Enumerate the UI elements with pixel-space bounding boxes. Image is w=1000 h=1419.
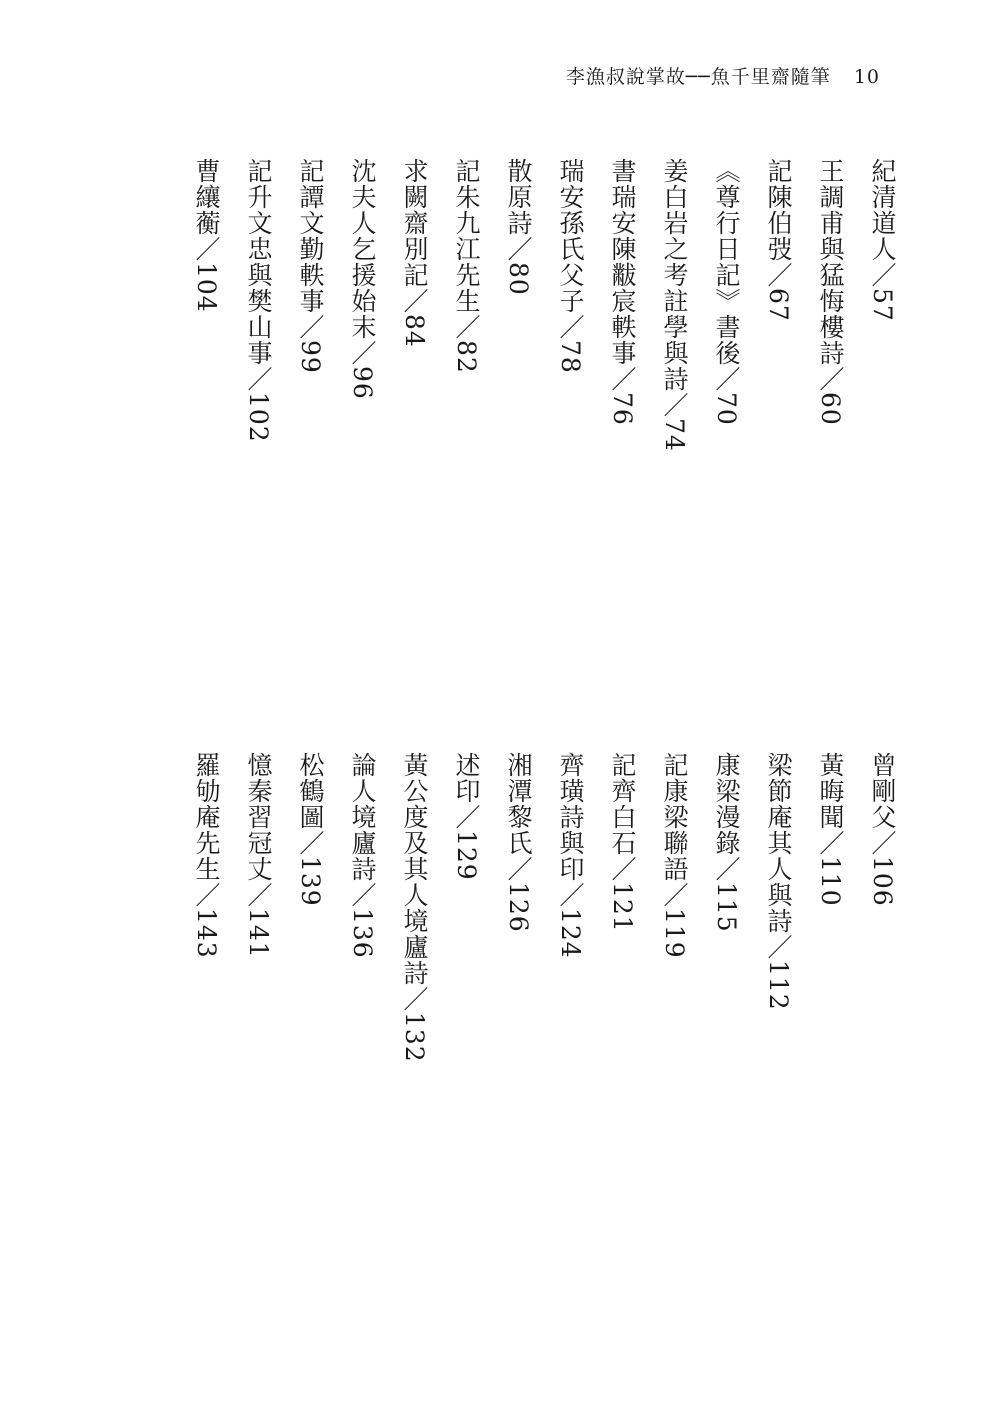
entry-page: 143 <box>192 908 221 959</box>
separator: ／ <box>816 830 845 856</box>
entry-page: 141 <box>244 908 273 959</box>
entry-page: 80 <box>504 262 533 296</box>
separator: ／ <box>192 882 221 908</box>
toc-block-upper <box>189 158 900 798</box>
entry-page: 112 <box>764 960 793 1011</box>
running-header <box>566 62 880 89</box>
entry-title: 憶秦習冠丈 <box>244 752 273 882</box>
toc-entry <box>293 752 328 1392</box>
toc-entry <box>865 752 900 1392</box>
entry-title: 記康梁聯語 <box>660 752 689 882</box>
toc-entry <box>189 158 224 798</box>
separator: ／ <box>660 882 689 908</box>
entry-title: 記譚文勤軼事 <box>296 158 325 314</box>
separator: ／ <box>452 314 481 340</box>
toc-entry <box>501 158 536 798</box>
entry-page: 129 <box>452 830 481 881</box>
separator: ／ <box>712 366 741 392</box>
separator: ／ <box>868 830 897 856</box>
entry-title: 姜白岩之考註學與詩 <box>660 158 689 392</box>
entry-page: 74 <box>660 418 689 452</box>
separator: ／ <box>556 314 585 340</box>
toc-entry <box>553 752 588 1392</box>
entry-page: 126 <box>504 882 533 933</box>
separator: ／ <box>244 366 273 392</box>
separator: ／ <box>764 262 793 288</box>
separator: ／ <box>504 856 533 882</box>
toc-entry <box>553 158 588 798</box>
toc-entry <box>761 752 796 1392</box>
entry-page: 110 <box>816 856 845 907</box>
entry-title: 論人境廬詩 <box>348 752 377 882</box>
separator: ／ <box>660 392 689 418</box>
toc-entry <box>449 158 484 798</box>
entry-page: 121 <box>608 882 637 933</box>
entry-title: 梁節庵其人與詩 <box>764 752 793 934</box>
toc-entry <box>761 158 796 798</box>
toc-entry <box>813 752 848 1392</box>
entry-page: 119 <box>660 908 689 959</box>
entry-title: 曾剛父 <box>868 752 897 830</box>
entry-page: 76 <box>608 392 637 426</box>
entry-page: 84 <box>400 314 429 348</box>
toc-block-lower <box>189 752 900 1392</box>
toc-entry <box>345 158 380 798</box>
entry-title: 書瑞安陳黻宸軼事 <box>608 158 637 366</box>
entry-title: 齊璜詩與印 <box>556 752 585 882</box>
entry-title: 羅劬庵先生 <box>192 752 221 882</box>
entry-page: 124 <box>556 908 585 959</box>
toc-entry <box>241 752 276 1392</box>
separator: ／ <box>400 986 429 1012</box>
toc-entry <box>657 158 692 798</box>
entry-page: 139 <box>296 856 325 907</box>
page-number: 10 <box>853 66 880 88</box>
separator: ／ <box>868 262 897 288</box>
entry-page: 96 <box>348 366 377 400</box>
entry-title: 松鶴圖 <box>296 752 325 830</box>
entry-page: 104 <box>192 262 221 313</box>
entry-title: 沈夫人乞援始末 <box>348 158 377 340</box>
entry-page: 99 <box>296 340 325 374</box>
entry-title: 康梁漫錄 <box>712 752 741 856</box>
entry-title: 記升文忠與樊山事 <box>244 158 273 366</box>
toc-entry <box>657 752 692 1392</box>
toc-entry <box>709 752 744 1392</box>
toc-entry <box>605 752 640 1392</box>
separator: ／ <box>296 314 325 340</box>
separator: ／ <box>348 882 377 908</box>
toc-entry <box>865 158 900 798</box>
separator: ／ <box>712 856 741 882</box>
entry-title: 記朱九江先生 <box>452 158 481 314</box>
entry-title: 記齊白石 <box>608 752 637 856</box>
entry-page: 57 <box>868 288 897 322</box>
toc-entry <box>449 752 484 1392</box>
entry-page: 60 <box>816 392 845 426</box>
separator: ／ <box>244 882 273 908</box>
entry-page: 106 <box>868 856 897 907</box>
separator: ／ <box>192 236 221 262</box>
entry-page: 115 <box>712 882 741 933</box>
separator: ／ <box>348 340 377 366</box>
toc-entry <box>189 752 224 1392</box>
entry-title: 求闕齋別記 <box>400 158 429 288</box>
separator: ／ <box>608 856 637 882</box>
toc-entry <box>501 752 536 1392</box>
entry-page: 102 <box>244 392 273 443</box>
entry-title: 王調甫與猛悔樓詩 <box>816 158 845 366</box>
entry-title: 瑞安孫氏父子 <box>556 158 585 314</box>
separator: ／ <box>296 830 325 856</box>
separator: ／ <box>400 288 429 314</box>
entry-title: 散原詩 <box>504 158 533 236</box>
entry-title: 述印 <box>452 752 481 804</box>
entry-title: 黃晦聞 <box>816 752 845 830</box>
toc-entry <box>241 158 276 798</box>
entry-title: 湘潭黎氏 <box>504 752 533 856</box>
entry-title: 曹纕蘅 <box>192 158 221 236</box>
toc-entry <box>345 752 380 1392</box>
separator: ／ <box>608 366 637 392</box>
entry-title: 《尊行日記》書後 <box>712 158 741 366</box>
toc-entry <box>709 158 744 798</box>
entry-title: 紀清道人 <box>868 158 897 262</box>
entry-title: 記陳伯弢 <box>764 158 793 262</box>
toc-entry <box>397 158 432 798</box>
entry-page: 132 <box>400 1012 429 1063</box>
entry-page: 70 <box>712 392 741 426</box>
separator: ／ <box>556 882 585 908</box>
entry-page: 78 <box>556 340 585 374</box>
separator: ／ <box>764 934 793 960</box>
entry-page: 136 <box>348 908 377 959</box>
toc-entry <box>293 158 328 798</box>
separator: ／ <box>816 366 845 392</box>
entry-page: 82 <box>452 340 481 374</box>
separator: ／ <box>504 236 533 262</box>
entry-title: 黃公度及其人境廬詩 <box>400 752 429 986</box>
toc-entry <box>813 158 848 798</box>
separator: ／ <box>452 804 481 830</box>
entry-page: 67 <box>764 288 793 322</box>
toc-entry <box>605 158 640 798</box>
book-title: 李漁叔說掌故──魚千里齋隨筆 <box>565 66 831 88</box>
toc-entry <box>397 752 432 1392</box>
